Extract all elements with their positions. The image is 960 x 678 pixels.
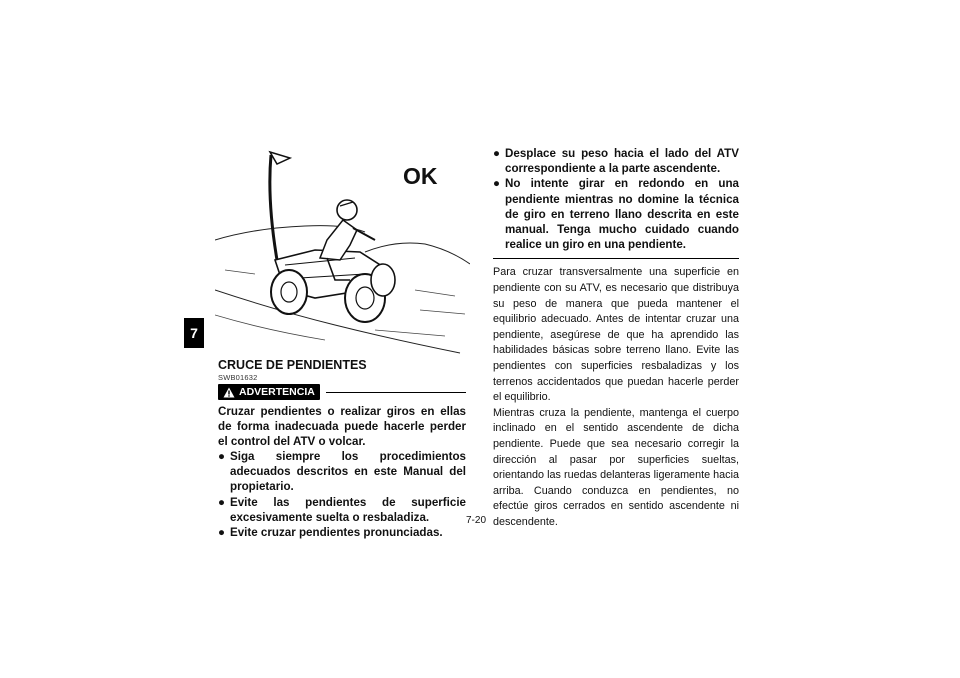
warning-bullet: ● Siga siempre los procedimientos adecuados descritos en este Manual del propietario.: [218, 450, 466, 494]
warning-end-rule: [493, 258, 739, 259]
section-title: CRUCE DE PENDIENTES: [218, 358, 367, 372]
helmet-icon: [337, 200, 357, 220]
warning-bullet: ● Evite cruzar pendientes pronunciadas.: [218, 526, 443, 540]
warning-intro: Cruzar pendientes o realizar giros en ellas de forma inadecuada puede hacerle perder el control del ATV o volcar.: [218, 405, 466, 448]
left-column: [218, 358, 466, 540]
body-paragraph-1: Para cruzar transversalmente una superficie en pendiente con su ATV, es necesario que distribuya su peso de manera que pueda mantener el equilibrio adecuado. Antes de intentar cruzar una pendiente, asegúrese de que ha aprendido las habilidades básicas sobre terreno llano. Evite las pendientes con superficies resbaladizas y los terrenos accidentados que puedan hacerle perder el equilibrio.: [493, 266, 739, 404]
ok-label: OK: [403, 163, 438, 189]
bullet-dot-icon: ●: [218, 526, 226, 540]
warning-bullet: ● No intente girar en redondo en una pendiente mientras no domine la técnica de giro en terreno llano descrita en este manual. Tenga mucho cuidado cuando realice un giro en una pendiente.: [493, 177, 739, 252]
body-paragraph-2: Mientras cruza la pendiente, mantenga el cuerpo inclinado en el sentido ascendente de dicha pendiente. Puede que sea necesario corregir la dirección al pasar por superficies sueltas, orientando las ruedas delanteras ligeramente hacia arriba. Cuando conduzca en pendientes, no efectúe giros cerrados en sentido ascendente ni descendente.: [493, 406, 739, 528]
rear-wheel: [271, 270, 307, 314]
right-column: [493, 146, 739, 531]
page-number: 7-20: [466, 515, 487, 526]
bullet-dot-icon: ●: [493, 177, 501, 191]
warning-rule: [326, 392, 466, 393]
warning-badge: [218, 384, 320, 400]
bullet-dot-icon: ●: [218, 495, 226, 509]
atv-slope-illustration: [215, 140, 470, 358]
bullet-dot-icon: ●: [493, 147, 501, 160]
warning-bullets-right: [493, 146, 739, 252]
chapter-tab: 7: [184, 318, 204, 348]
warning-triangle-icon: [223, 387, 235, 398]
warning-header: [218, 384, 466, 400]
bullet-dot-icon: ●: [218, 450, 226, 463]
warning-bullet: ● Evite las pendientes de superficie excesivamente suelta o resbaladiza.: [218, 495, 466, 524]
section-code: SWB01632: [218, 373, 258, 382]
warning-label: ADVERTENCIA: [239, 386, 315, 398]
warning-bullets-left: [218, 449, 466, 540]
warning-bullet: ● Desplace su peso hacia el lado del ATV correspondiente a la parte ascendente.: [493, 147, 739, 176]
